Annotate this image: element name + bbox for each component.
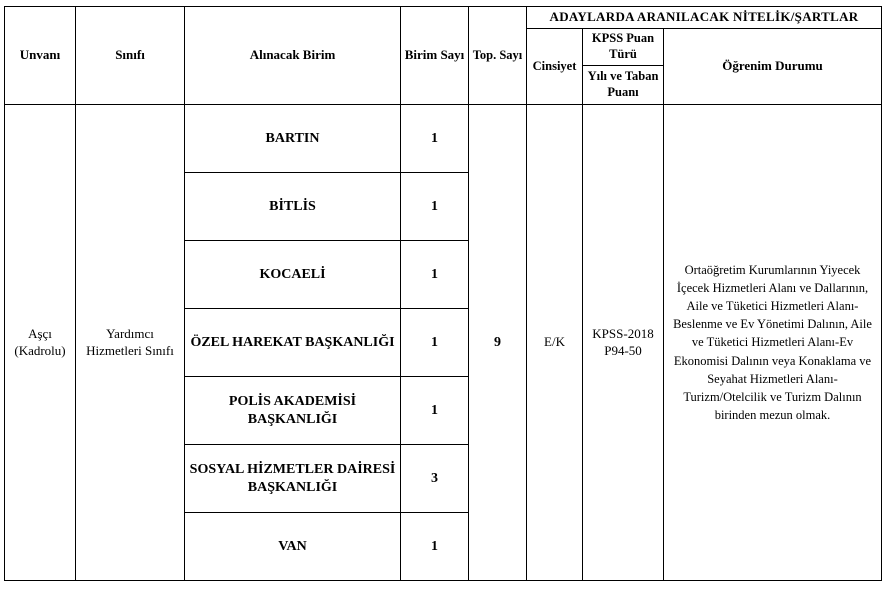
cell-unit-count: 1 — [401, 377, 469, 445]
header-unvan: Unvanı — [5, 7, 76, 105]
cell-top-sayi: 9 — [469, 105, 527, 581]
cell-unit-name: ÖZEL HAREKAT BAŞKANLIĞI — [185, 309, 401, 377]
header-cinsiyet: Cinsiyet — [527, 29, 583, 105]
cell-sinifi: Yardımcı Hizmetleri Sınıfı — [76, 105, 185, 581]
cell-unit-name: POLİS AKADEMİSİ BAŞKANLIĞI — [185, 377, 401, 445]
header-top-sayi: Top. Sayı — [469, 7, 527, 105]
cell-unit-count: 1 — [401, 241, 469, 309]
cell-kpss: KPSS-2018 P94-50 — [583, 105, 664, 581]
cell-ogrenim-durumu: Ortaöğretim Kurumlarının Yiyecek İçecek Hizmetleri Alanı ve Dallarının, Aile ve Tüketici Hizmetleri Alanı-Beslenme ve Ev Yönetimi Dalının, Aile ve Tüketici Hizmetleri Alanı-Ev Ekonomisi Dalının veya Konaklama ve Seyahat Hizmetleri Alanı-Turizm/Otelcilik ve Turizm Dalının birinden mezun olmak. — [664, 105, 882, 581]
recruitment-table — [4, 6, 882, 581]
cell-unit-count: 1 — [401, 105, 469, 173]
cell-unit-name: VAN — [185, 513, 401, 581]
cell-unit-name: KOCAELİ — [185, 241, 401, 309]
cell-cinsiyet: E/K — [527, 105, 583, 581]
cell-unit-count: 1 — [401, 309, 469, 377]
header-kpss-puan-turu: KPSS Puan Türü — [583, 29, 664, 66]
header-ogrenim-durumu: Öğrenim Durumu — [664, 29, 882, 105]
header-sinifi: Sınıfı — [76, 7, 185, 105]
cell-unit-name: BARTIN — [185, 105, 401, 173]
header-alinacak-birim: Alınacak Birim — [185, 7, 401, 105]
header-birim-sayi: Birim Sayı — [401, 7, 469, 105]
cell-unit-name: BİTLİS — [185, 173, 401, 241]
cell-unit-count: 1 — [401, 173, 469, 241]
cell-unit-name: SOSYAL HİZMETLER DAİRESİ BAŞKANLIĞI — [185, 445, 401, 513]
header-requirements-group: ADAYLARDA ARANILACAK NİTELİK/ŞARTLAR — [527, 7, 882, 29]
cell-unit-count: 3 — [401, 445, 469, 513]
cell-unit-count: 1 — [401, 513, 469, 581]
cell-unvan: Aşçı (Kadrolu) — [5, 105, 76, 581]
header-yili-taban-puani: Yılı ve Taban Puanı — [583, 66, 664, 105]
